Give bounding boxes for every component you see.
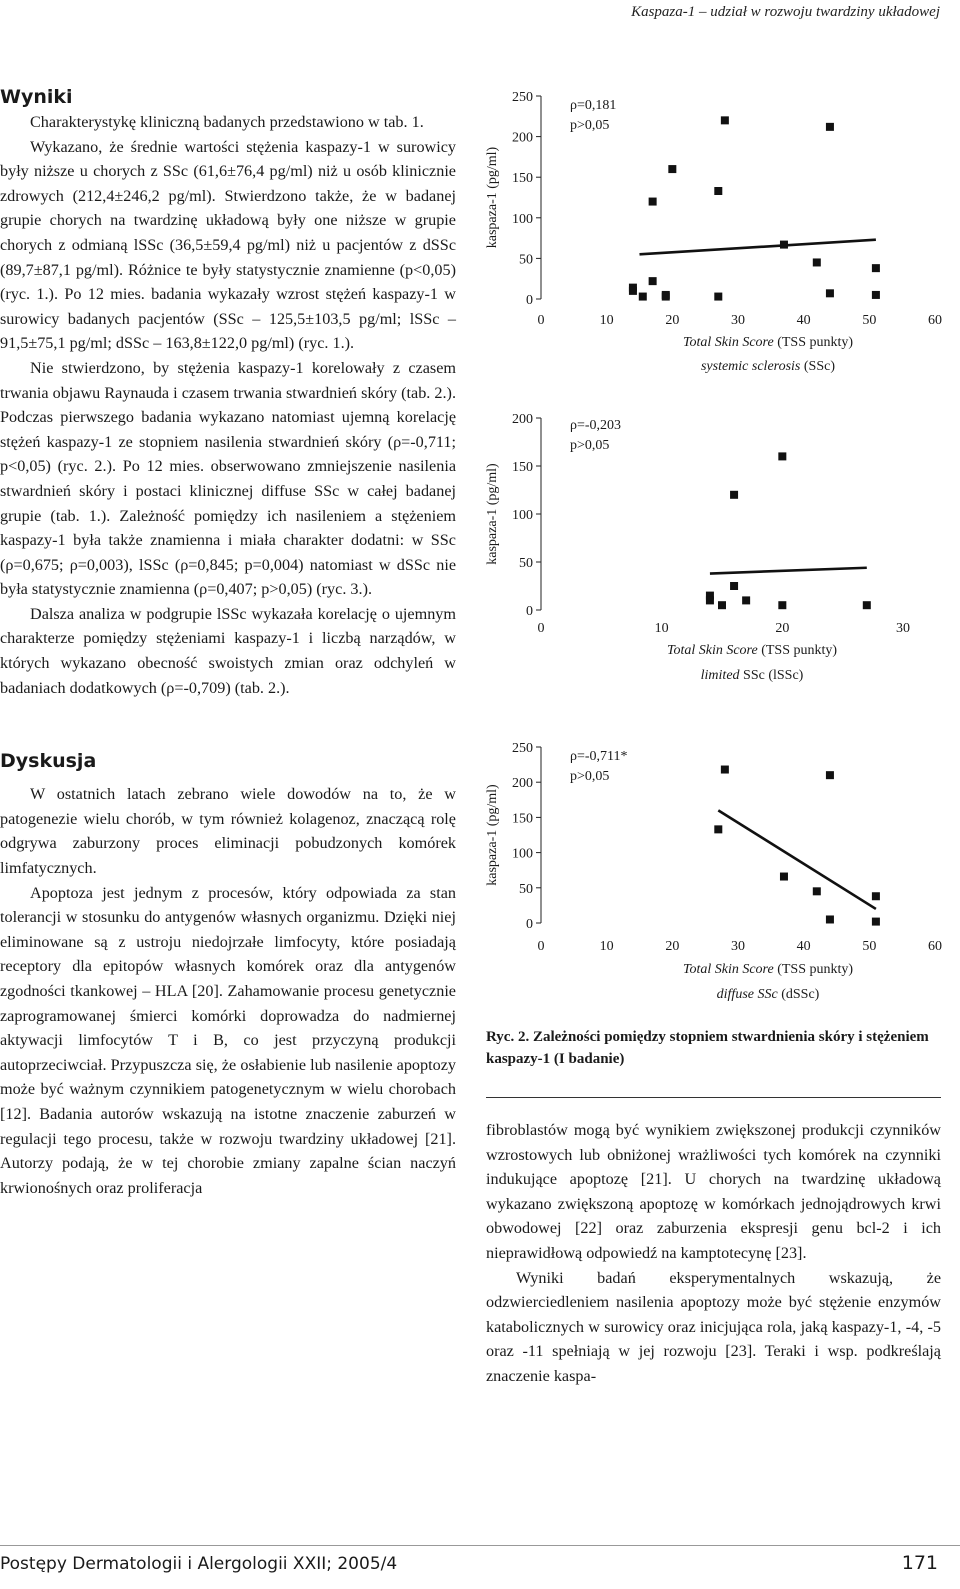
data-point	[813, 887, 821, 895]
data-point	[813, 258, 821, 266]
correlation-label: p>0,05	[570, 438, 610, 453]
x-tick-label: 40	[796, 313, 811, 328]
correlation-label: ρ=0,181	[570, 98, 617, 113]
y-tick-label: 0	[526, 604, 533, 619]
footer-journal: Postępy Dermatologii i Alergologii XXII; 2005/4	[0, 1554, 398, 1574]
wyniki-paragraph-3: Nie stwierdzono, by stężenia kaspazy-1 korelowały z czasem trwania objawu Raynauda i czasem trwania stwardnień skóry (tab. 2.). Podczas pierwszego badania wykazano natomiast ujemną korelację stężeń kaspazy-1 ze stopniem nasilenia stwardnień skóry (ρ=-0,711; p<0,05) (ryc. 2.). Po 12 mies. obserwowano zmniejszenie nasilenia stwardnień skóry i postaci klinicznej diffuse SSc w całej badanej grupie (tab. 1.). Zależność pomiędzy ich nasileniem a stężeniem kaspazy-1 była także znamienna i miała charakter dodatni: w SSc (ρ=0,675; ρ=0,003), lSSc (ρ=0,845; p=0,004) natomiast w dSSc nie była statystycznie znamienna (ρ=0,407; p>0,05) (ryc. 3.).	[0, 358, 456, 599]
data-point	[639, 293, 647, 301]
data-point	[662, 293, 670, 301]
group-label-rest: (SSc)	[803, 359, 836, 374]
data-point	[826, 123, 834, 131]
group-label-rest: (dSSc)	[781, 987, 820, 1002]
right-paragraph-2: Wyniki badań eksperymentalnych wskazują, że odzwierciedleniem nasilenia apoptozy może być stężenie enzymów katabolicznych w surowicy oraz inicjująca rola, jaką kaspazy-1, -4, -5 oraz -11 spełniają w jej rozwoju [23]. Teraki i wsp. podkreślają znaczenie kaspa-	[486, 1268, 941, 1385]
left-column	[0, 84, 456, 1200]
x-tick-label: 0	[537, 621, 545, 636]
data-point	[668, 165, 676, 173]
footer-divider	[0, 1545, 960, 1546]
data-point	[714, 187, 722, 195]
section-heading-dyskusja: Dyskusja	[0, 750, 97, 773]
x-tick-label: 20	[775, 621, 790, 636]
data-point	[730, 491, 738, 499]
group-label-italic: systemic sclerosis	[700, 359, 804, 374]
x-tick-label: 50	[862, 939, 877, 954]
correlation-label: ρ=-0,711*	[570, 749, 628, 764]
data-point	[706, 596, 714, 604]
y-tick-label: 50	[519, 252, 533, 268]
wyniki-paragraph-2: Wykazano, że średnie wartości stężenia kaspazy-1 w surowicy były niższe u chorych z SSc (61,6±76,4 pg/ml) niż u osób klinicznie zdrowych (212,4±246,2 pg/ml). Stwierdzono także, że w badanej grupie chorych na twardzinę układową były one niższe w grupie chorych z odmianą lSSc (36,5±59,4 pg/ml) niż u pacjentów z dSSc (89,7±87,1 pg/ml). Różnice te były statystycznie znamienne (p<0,05) (ryc. 1.). Po 12 mies. badania wykazały wzrost stężeń kaspazy-1 w surowicy badanych pacjentów (SSc – 125,5±103,5 pg/ml; lSSc – 91,5±75,1 pg/ml; dSSc – 163,8±122,0 pg/ml) (ryc. 1.).	[0, 137, 456, 353]
data-point	[780, 241, 788, 249]
right-paragraph-1: fibroblastów mogą być wynikiem zwiększonej produkcji czynników wzrostowych lub obniżonej wrażliwości tych komórek na czynniki indukujące apoptozę [21]. U chorych na twardzinę układową wykazano zwiększoną apoptozę w komórkach jednojądrowych krwi obwodowej [22] oraz zaburzenia ekspresji genu bcl-2 i ich nieprawidłową odpowiedź na kamptotecynę [23].	[486, 1121, 941, 1262]
data-point	[714, 825, 722, 833]
x-axis-title-rest: (TSS punkty)	[777, 962, 854, 977]
x-axis-title	[683, 335, 853, 350]
y-tick-label: 250	[512, 741, 533, 756]
y-tick-label: 150	[512, 171, 533, 187]
x-axis-title-italic: Total Skin Score	[666, 643, 762, 658]
chart-ssc	[478, 84, 948, 384]
data-point	[629, 287, 637, 295]
section-heading-wyniki: Wyniki	[0, 86, 73, 108]
data-point	[826, 289, 834, 297]
chart-dssc	[478, 730, 948, 1020]
correlation-label: p>0,05	[570, 118, 610, 133]
x-tick-label: 30	[731, 313, 745, 328]
group-label-rest: SSc (lSSc)	[743, 668, 804, 683]
data-point	[721, 766, 729, 774]
x-axis-title	[667, 643, 837, 658]
data-point	[742, 596, 750, 604]
y-tick-label: 200	[512, 412, 533, 427]
data-point	[718, 601, 726, 609]
trend-line	[710, 568, 867, 574]
data-point	[872, 892, 880, 900]
data-point	[863, 601, 871, 609]
x-tick-label: 0	[537, 939, 545, 954]
x-tick-label: 30	[896, 621, 910, 636]
group-label	[717, 987, 820, 1002]
data-point	[649, 277, 657, 285]
x-tick-label: 10	[599, 313, 614, 328]
x-tick-label: 10	[654, 621, 669, 636]
x-tick-label: 10	[599, 939, 614, 954]
data-point	[778, 601, 786, 609]
x-axis-title	[683, 962, 853, 977]
x-tick-label: 0	[537, 313, 545, 328]
data-point	[730, 582, 738, 590]
trend-line	[718, 810, 876, 909]
x-axis-title-rest: (TSS punkty)	[761, 643, 838, 658]
data-point	[778, 452, 786, 460]
running-header: Kaspaza-1 – udział w rozwoju twardziny układowej	[631, 4, 940, 20]
dyskusja-paragraph-2: Apoptoza jest jednym z procesów, który odpowiada za stan tolerancji w stosunku do antygenów własnych organizmu. Dzięki niej eliminowane są z ustroju niedojrzałe limfocyty, które posiadają receptory dla epitopów własnych komórek oraz dla antygenów zgodności tkankowej – HLA [20]. Zahamowanie procesu genetycznie zaprogramowanej śmierci komórki doprowadza do nadmiernej aktywacji limfocytów T i B, co jest przyczyną produkcji autoprzeciwciał. Przypuszcza się, że osłabienie lub nasilenie apoptozy może być ważnym czynnikiem patogenetycznym w wielu chorobach [12]. Badania autorów wskazują na istotne znaczenie zaburzeń w regulacji tego procesu, także w rozwoju twardziny układowej [21]. Autorzy podają, że w tej chorobie zmiany zapalne ścian naczyń krwionośnych oraz proliferacja	[0, 883, 456, 1197]
group-label	[701, 668, 804, 683]
y-tick-label: 100	[512, 846, 533, 862]
right-column-text	[486, 1118, 941, 1389]
y-tick-label: 100	[512, 508, 533, 523]
y-tick-label: 0	[526, 917, 533, 932]
x-tick-label: 20	[665, 313, 680, 328]
wyniki-paragraph-1: Charakterystykę kliniczną badanych przedstawiono w tab. 1.	[30, 113, 424, 131]
wyniki-paragraph-4: Dalsza analiza w podgrupie lSSc wykazała korelację o ujemnym charakterze pomiędzy stężeniami kaspazy-1 i liczbą narządów, w których wykazano obecność swoistych zmian oraz odchyleń w badaniach dodatkowych (ρ=-0,709) (tab. 2.).	[0, 604, 456, 697]
x-axis-title-italic: Total Skin Score	[682, 335, 778, 350]
group-label	[701, 359, 835, 374]
y-tick-label: 50	[519, 881, 533, 897]
x-tick-label: 30	[731, 939, 745, 954]
trend-line	[640, 240, 876, 255]
correlation-label: ρ=-0,203	[570, 418, 622, 433]
x-tick-label: 60	[928, 313, 942, 328]
group-label-italic: limited	[700, 668, 744, 683]
data-point	[714, 293, 722, 301]
data-point	[826, 915, 834, 923]
data-point	[872, 918, 880, 926]
y-tick-label: 50	[519, 556, 533, 571]
data-point	[872, 291, 880, 299]
data-point	[872, 264, 880, 272]
x-tick-label: 50	[862, 313, 877, 328]
y-axis-title: kaspaza-1 (pg/ml)	[485, 146, 500, 249]
y-tick-label: 150	[512, 811, 533, 827]
data-point	[826, 771, 834, 779]
x-tick-label: 20	[665, 939, 680, 954]
y-tick-label: 100	[512, 211, 533, 227]
x-tick-label: 40	[796, 939, 811, 954]
figure-caption: Ryc. 2. Zależności pomiędzy stopniem stwardnienia skóry i stężeniem kaspazy-1 (I badanie)	[486, 1029, 929, 1067]
y-tick-label: 150	[512, 460, 533, 475]
y-axis-title: kaspaza-1 (pg/ml)	[485, 463, 500, 565]
dyskusja-paragraph-1: W ostatnich latach zebrano wiele dowodów na to, że w patogenezie wielu chorób, w tym również kolagenoz, znaczącą rolę odgrywa zaburzony proces eliminacji pobudzonych komórek limfatycznych.	[0, 785, 456, 878]
data-point	[649, 198, 657, 206]
data-point	[721, 116, 729, 124]
y-axis-title: kaspaza-1 (pg/ml)	[485, 784, 500, 886]
x-tick-label: 60	[928, 939, 942, 954]
y-tick-label: 250	[512, 90, 533, 105]
x-axis-title-italic: Total Skin Score	[682, 962, 778, 977]
y-tick-label: 200	[512, 130, 533, 146]
correlation-label: p>0,05	[570, 769, 610, 784]
caption-divider	[486, 1097, 941, 1098]
chart-lssc	[478, 400, 948, 700]
y-tick-label: 0	[526, 293, 533, 308]
x-axis-title-rest: (TSS punkty)	[777, 335, 854, 350]
y-tick-label: 200	[512, 776, 533, 792]
data-point	[780, 873, 788, 881]
group-label-italic: diffuse SSc	[716, 987, 782, 1002]
page-number: 171	[901, 1552, 938, 1574]
